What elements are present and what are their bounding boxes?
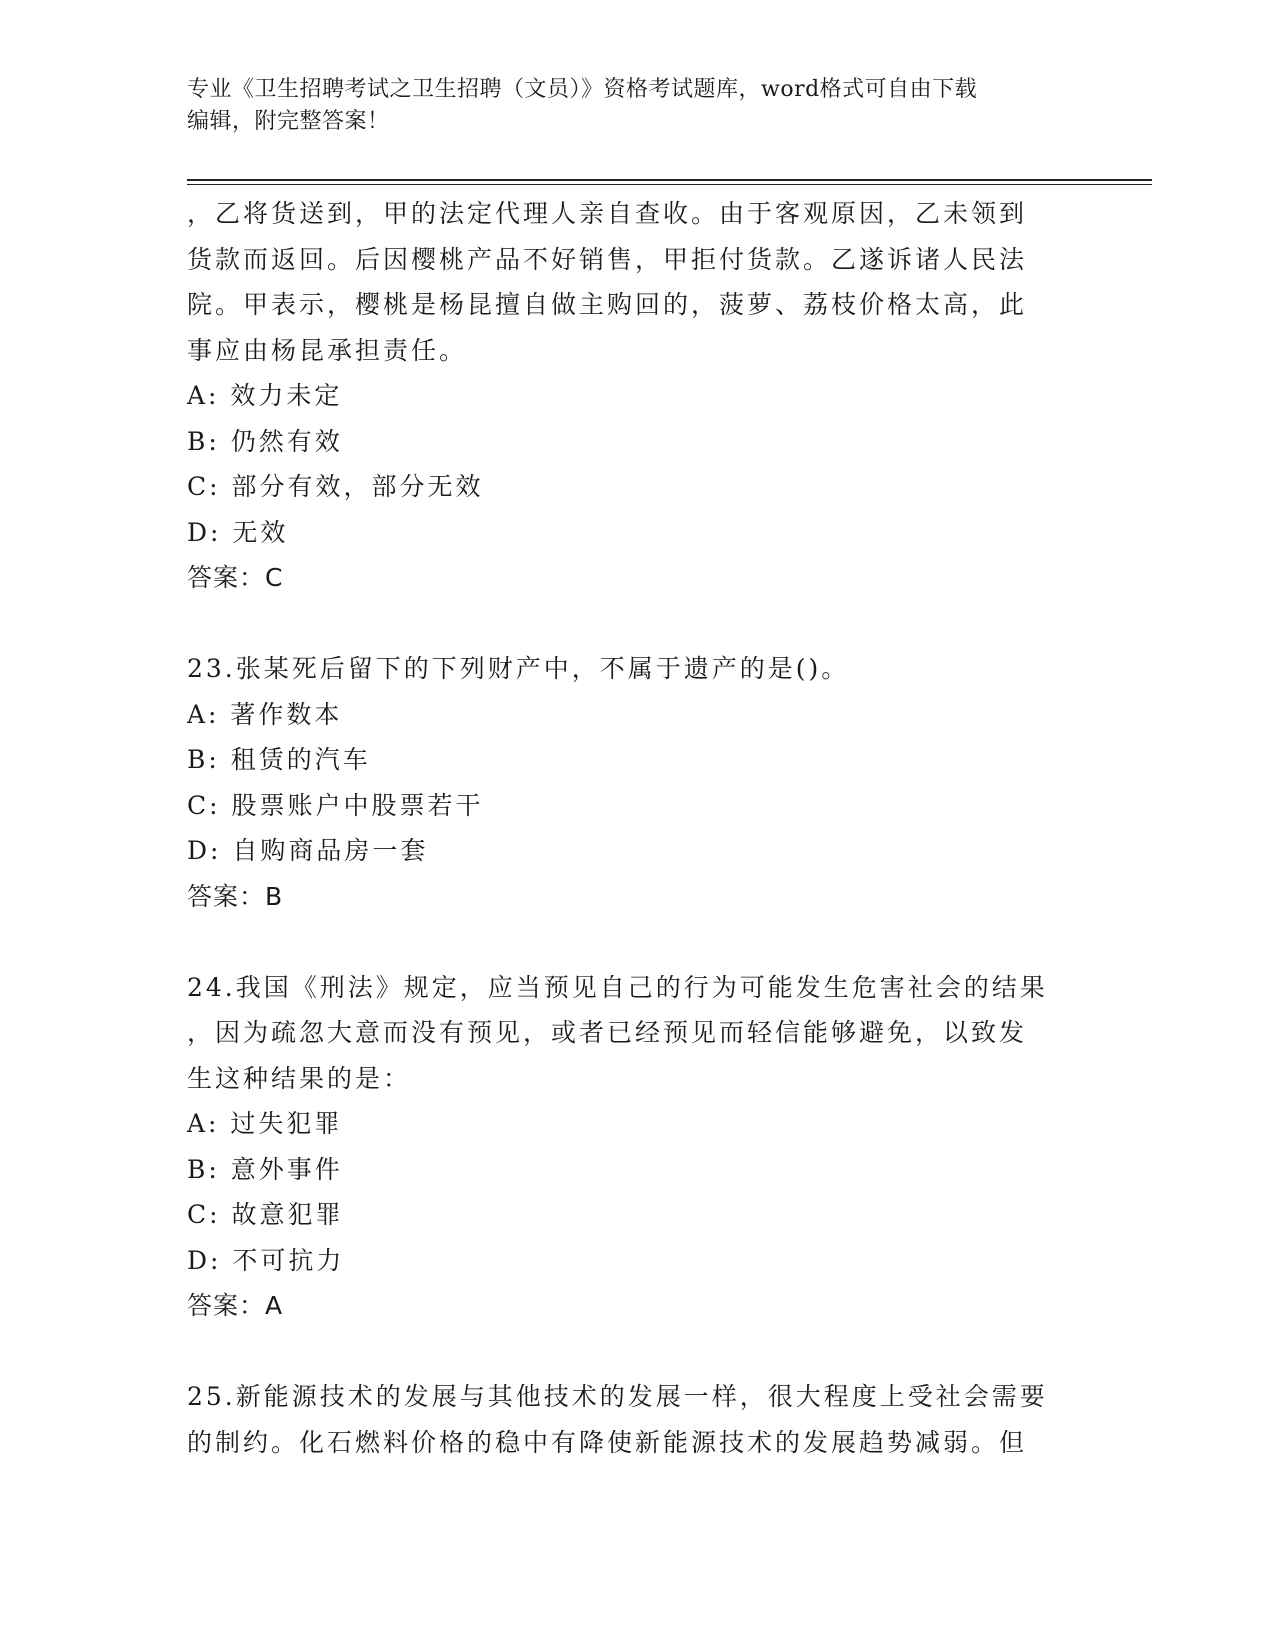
question-text-line: ，因为疏忽大意而没有预见，或者已经预见而轻信能够避免，以致发 — [187, 1018, 1028, 1047]
question-text-line: 24.我国《刑法》规定，应当预见自己的行为可能发生危害社会的结果 — [187, 972, 1048, 1002]
question-text-line: 货款而返回。后因樱桃产品不好销售，甲拒付货款。乙遂诉诸人民法 — [187, 244, 1028, 274]
question-text-line: ，乙将货送到，甲的法定代理人亲自查收。由于客观原因，乙未领到 — [187, 199, 1028, 228]
document-body — [187, 191, 1087, 1465]
question-25 — [187, 1374, 1087, 1465]
header-divider-thick — [187, 179, 1152, 181]
question-text-line: 25.新能源技术的发展与其他技术的发展一样，很大程度上受社会需要 — [187, 1382, 1048, 1411]
option-c: C: 故意犯罪 — [187, 1200, 344, 1229]
option-d: D: 无效 — [187, 517, 289, 547]
document-header — [187, 74, 1087, 138]
answer-line: 答案：B — [187, 881, 284, 911]
option-d: D: 不可抗力 — [187, 1245, 345, 1275]
question-text-line: 院。甲表示，樱桃是杨昆擅自做主购回的，菠萝、荔枝价格太高，此 — [187, 290, 1028, 319]
option-a: A: 著作数本 — [187, 699, 343, 729]
option-a: A: 效力未定 — [187, 381, 343, 410]
question-text-line: 事应由杨昆承担责任。 — [187, 335, 468, 365]
question-text-line: 生这种结果的是： — [187, 1063, 412, 1093]
header-divider-thin — [187, 184, 1152, 185]
option-a: A: 过失犯罪 — [187, 1109, 343, 1138]
option-c: C: 部分有效，部分无效 — [187, 472, 484, 501]
question-23 — [187, 646, 1087, 919]
option-c: C: 股票账户中股票若干 — [187, 790, 484, 820]
header-line-2: 编辑，附完整答案！ — [187, 109, 390, 134]
question-24 — [187, 965, 1087, 1329]
question-text-line: 的制约。化石燃料价格的稳中有降使新能源技术的发展趋势减弱。但 — [187, 1427, 1028, 1457]
header-line-1: 专业《卫生招聘考试之卫生招聘（文员）》资格考试题库，word格式可自由下载 — [187, 77, 978, 102]
question-text-line: 23.张某死后留下的下列财产中，不属于遗产的是()。 — [187, 654, 850, 683]
option-b: B: 意外事件 — [187, 1154, 343, 1184]
question-22 — [187, 191, 1087, 601]
option-b: B: 仍然有效 — [187, 426, 343, 456]
option-d: D: 自购商品房一套 — [187, 836, 429, 865]
answer-line: 答案：C — [187, 563, 284, 592]
answer-line: 答案：A — [187, 1291, 284, 1320]
option-b: B: 租赁的汽车 — [187, 745, 371, 774]
